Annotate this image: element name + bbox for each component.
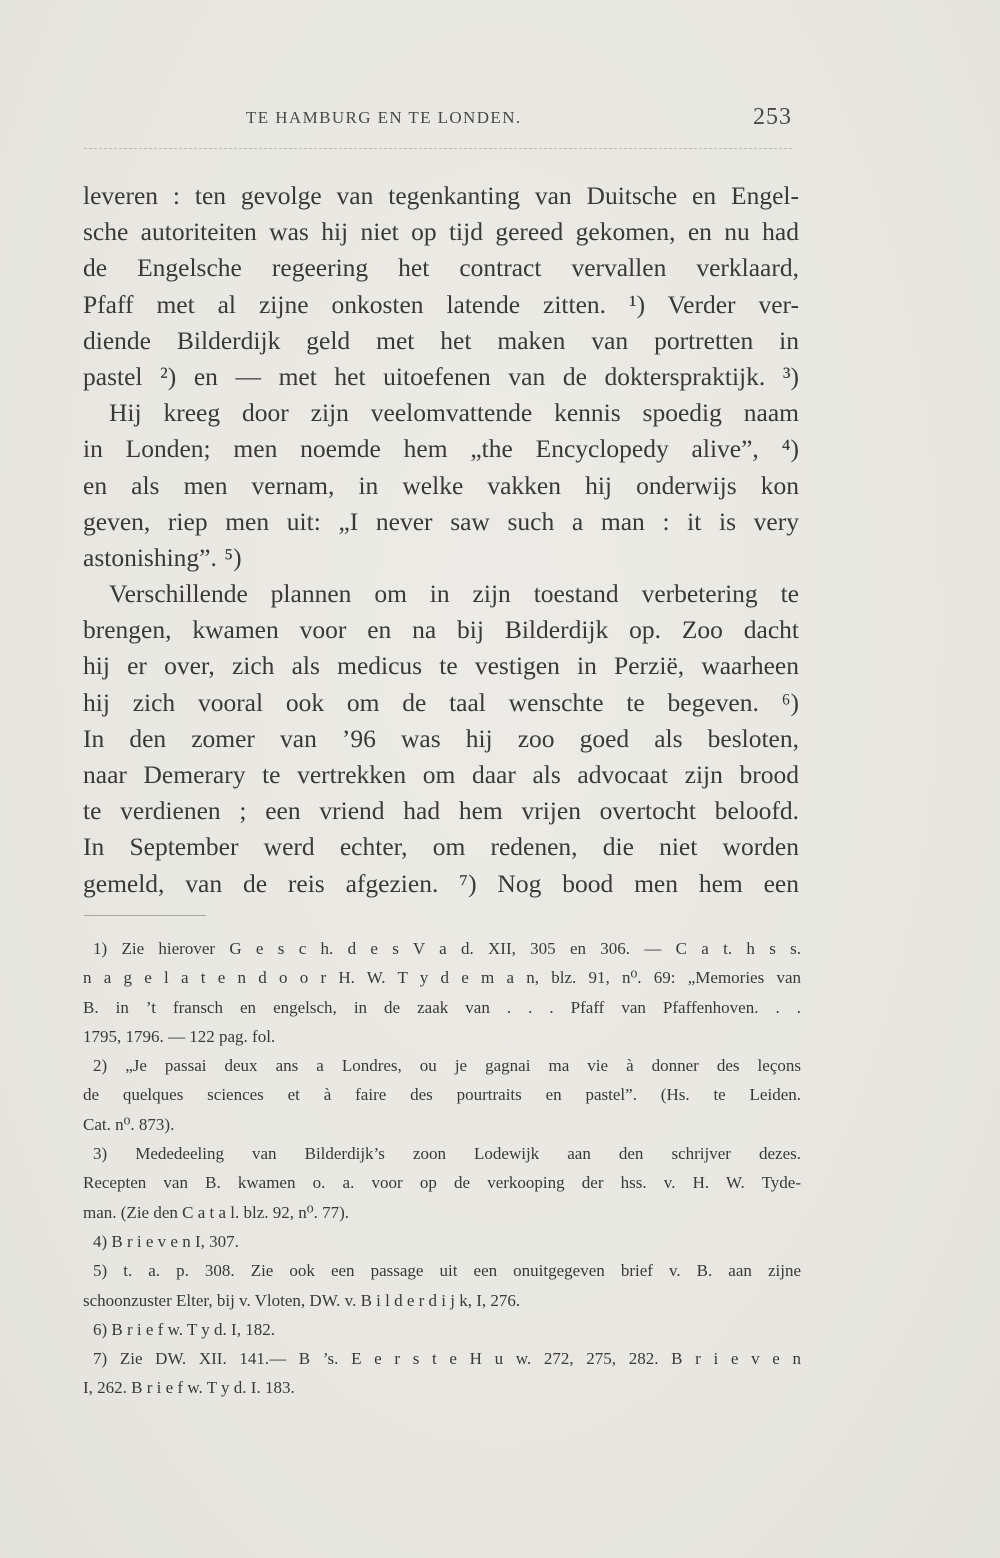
text-line: In September werd echter, om redenen, die niet worden <box>83 832 799 862</box>
footnote-line: 3) Mededeeling van Bilderdijk’s zoon Lodewijk aan den schrijver dezes. <box>93 1144 801 1164</box>
footnote-line: schoonzuster Elter, bij v. Vloten, DW. v. B i l d e r d i j k, I, 276. <box>83 1290 521 1310</box>
footnote-line: n a g e l a t e n d o o r H. W. T y d e m a n, blz. 91, n⁰. 69: „Memories van <box>83 968 801 988</box>
text-line: hij er over, zich als medicus te vestigen in Perzië, waarheen <box>83 651 799 681</box>
text-line: sche autoriteiten was hij niet op tijd gereed gekomen, en nu had <box>83 217 799 247</box>
footnote-line: 5) t. a. p. 308. Zie ook een passage uit een onuitgegeven brief v. B. aan zijne <box>93 1261 801 1281</box>
text-line: Pfaff met al zijne onkosten latende zitten. ¹) Verder ver- <box>83 289 799 319</box>
text-line: pastel ²) en — met het uitoefenen van de dokterspraktijk. ³) <box>83 361 799 391</box>
text-line: brengen, kwamen voor en na bij Bilderdijk op. Zoo dacht <box>83 615 799 645</box>
text-line: geven, riep men uit: „I never saw such a man : it is very <box>83 506 799 536</box>
running-title: TE HAMBURG EN TE LONDEN. <box>246 108 522 127</box>
text-line: diende Bilderdijk geld met het maken van portretten in <box>83 325 799 355</box>
footnote-line: 4) B r i e v e n I, 307. <box>93 1231 239 1251</box>
header-rule <box>84 148 792 149</box>
text-line: In den zomer van ’96 was hij zoo goed als besloten, <box>83 723 799 753</box>
page-header <box>84 104 796 138</box>
footnote-line: 6) B r i e f w. T y d. I, 182. <box>93 1319 275 1339</box>
text-line: naar Demerary te vertrekken om daar als advocaat zijn brood <box>83 760 799 789</box>
footnote-line: Recepten van B. kwamen o. a. voor op de verkooping der hss. v. H. W. Tyde- <box>83 1173 801 1193</box>
footnote-line: man. (Zie den C a t a l. blz. 92, n⁰. 77). <box>83 1202 349 1222</box>
text-line: Verschillende plannen om in zijn toestand verbetering te <box>109 579 799 609</box>
page-number: 253 <box>753 104 792 130</box>
footnote-line: 1795, 1796. — 122 pag. fol. <box>83 1026 276 1046</box>
footnote-rule <box>84 915 206 916</box>
footnote-line: B. in ’t fransch en engelsch, in de zaak van . . . Pfaff van Pfaffenhoven. . . <box>83 997 801 1017</box>
text-line: gemeld, van de reis afgezien. ⁷) Nog bood men hem een <box>83 868 799 898</box>
text-line: leveren : ten gevolge van tegenkanting van Duitsche en Engel- <box>83 181 799 210</box>
footnote-line: I, 262. B r i e f w. T y d. I. 183. <box>83 1378 295 1398</box>
text-line: de Engelsche regeering het contract vervallen verklaard, <box>83 253 799 283</box>
text-line: en als men vernam, in welke vakken hij onderwijs kon <box>83 470 799 500</box>
footnote-line: de quelques sciences et à faire des pourtraits en pastel”. (Hs. te Leiden. <box>83 1085 801 1105</box>
footnotes <box>83 934 801 1403</box>
text-line: astonishing”. ⁵) <box>83 542 242 572</box>
footnote-line: 1) Zie hierover G e s c h. d e s V a d. XII, 305 en 306. — C a t. h s s. <box>93 939 801 958</box>
text-line: in Londen; men noemde hem „the Encyclopedy alive”, ⁴) <box>83 434 799 464</box>
footnote-line: 2) „Je passai deux ans a Londres, ou je gagnai ma vie à donner des leçons <box>93 1056 801 1076</box>
footnote-line: Cat. n⁰. 873). <box>83 1114 175 1134</box>
footnote-line: 7) Zie DW. XII. 141.— B ’s. E e r s t e H u w. 272, 275, 282. B r i e v e n <box>93 1349 801 1369</box>
text-line: Hij kreeg door zijn veelomvattende kennis spoedig naam <box>109 398 799 428</box>
text-line: hij zich vooral ook om de taal wenschte te begeven. ⁶) <box>83 687 799 717</box>
body-text <box>83 178 799 902</box>
text-line: te verdienen ; een vriend had hem vrijen overtocht beloofd. <box>83 796 799 826</box>
